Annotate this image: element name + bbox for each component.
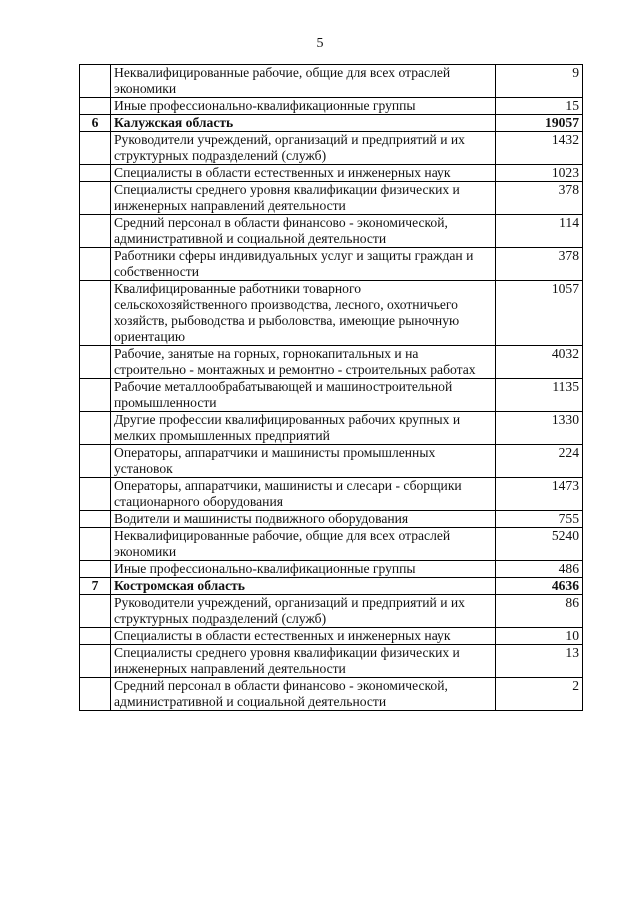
- row-number-cell: 6: [80, 115, 111, 132]
- row-number-cell: [80, 561, 111, 578]
- region-row: [80, 115, 583, 132]
- row-value-cell: 13: [496, 645, 583, 678]
- row-name-cell: Другие профессии квалифицированных рабочих крупных и мелких промышленных предприятий: [111, 412, 496, 445]
- row-number-cell: [80, 412, 111, 445]
- row-value-cell: 224: [496, 445, 583, 478]
- row-name-cell: Руководители учреждений, организаций и предприятий и их структурных подразделений (служб): [111, 595, 496, 628]
- table-row: [80, 561, 583, 578]
- row-value-cell: 1057: [496, 281, 583, 346]
- row-value-cell: 1473: [496, 478, 583, 511]
- row-number-cell: [80, 182, 111, 215]
- table-row: [80, 65, 583, 98]
- row-name-cell: Специалисты среднего уровня квалификации физических и инженерных направлений деятельности: [111, 645, 496, 678]
- table-row: [80, 346, 583, 379]
- row-number-cell: [80, 445, 111, 478]
- row-value-cell: 10: [496, 628, 583, 645]
- row-name-cell: Водители и машинисты подвижного оборудования: [111, 511, 496, 528]
- table-row: [80, 645, 583, 678]
- row-value-cell: 19057: [496, 115, 583, 132]
- row-value-cell: 1330: [496, 412, 583, 445]
- row-number-cell: [80, 645, 111, 678]
- row-value-cell: 755: [496, 511, 583, 528]
- row-name-cell: Костромская область: [111, 578, 496, 595]
- table-row: [80, 412, 583, 445]
- row-name-cell: Средний персонал в области финансово - экономической, административной и социальной деятельности: [111, 678, 496, 711]
- table-row: [80, 678, 583, 711]
- row-value-cell: 378: [496, 182, 583, 215]
- page-number: 5: [316, 36, 324, 51]
- row-value-cell: 114: [496, 215, 583, 248]
- row-number-cell: [80, 165, 111, 182]
- table-row: [80, 132, 583, 165]
- table-row: [80, 628, 583, 645]
- row-name-cell: Рабочие металлообрабатывающей и машиностроительной промышленности: [111, 379, 496, 412]
- row-name-cell: Иные профессионально-квалификационные группы: [111, 561, 496, 578]
- row-name-cell: Рабочие, занятые на горных, горнокапитальных и на строительно - монтажных и ремонтно - строительных работах: [111, 346, 496, 379]
- row-number-cell: [80, 346, 111, 379]
- row-name-cell: Руководители учреждений, организаций и предприятий и их структурных подразделений (служб): [111, 132, 496, 165]
- row-value-cell: 1023: [496, 165, 583, 182]
- table-row: [80, 595, 583, 628]
- row-name-cell: Неквалифицированные рабочие, общие для всех отраслей экономики: [111, 528, 496, 561]
- row-number-cell: [80, 65, 111, 98]
- statistics-table: [79, 64, 583, 711]
- table-row: [80, 165, 583, 182]
- table-row: [80, 281, 583, 346]
- row-number-cell: [80, 478, 111, 511]
- table-row: [80, 528, 583, 561]
- table-row: [80, 379, 583, 412]
- row-value-cell: 486: [496, 561, 583, 578]
- row-name-cell: Работники сферы индивидуальных услуг и защиты граждан и собственности: [111, 248, 496, 281]
- table-row: [80, 98, 583, 115]
- row-number-cell: [80, 528, 111, 561]
- table-row: [80, 182, 583, 215]
- row-name-cell: Специалисты в области естественных и инженерных наук: [111, 628, 496, 645]
- row-name-cell: Специалисты среднего уровня квалификации физических и инженерных направлений деятельности: [111, 182, 496, 215]
- row-value-cell: 4636: [496, 578, 583, 595]
- row-name-cell: Средний персонал в области финансово - экономической, административной и социальной деятельности: [111, 215, 496, 248]
- row-name-cell: Операторы, аппаратчики и машинисты промышленных установок: [111, 445, 496, 478]
- row-value-cell: 15: [496, 98, 583, 115]
- table-row: [80, 215, 583, 248]
- row-value-cell: 86: [496, 595, 583, 628]
- row-value-cell: 4032: [496, 346, 583, 379]
- row-number-cell: 7: [80, 578, 111, 595]
- row-number-cell: [80, 511, 111, 528]
- table-row: [80, 478, 583, 511]
- row-name-cell: Иные профессионально-квалификационные группы: [111, 98, 496, 115]
- row-number-cell: [80, 281, 111, 346]
- table-body: [80, 65, 583, 711]
- region-row: [80, 578, 583, 595]
- row-number-cell: [80, 595, 111, 628]
- row-value-cell: 1135: [496, 379, 583, 412]
- table-row: [80, 248, 583, 281]
- row-name-cell: Неквалифицированные рабочие, общие для всех отраслей экономики: [111, 65, 496, 98]
- table-row: [80, 511, 583, 528]
- row-name-cell: Калужская область: [111, 115, 496, 132]
- row-number-cell: [80, 379, 111, 412]
- row-name-cell: Специалисты в области естественных и инженерных наук: [111, 165, 496, 182]
- row-value-cell: 1432: [496, 132, 583, 165]
- row-value-cell: 5240: [496, 528, 583, 561]
- row-value-cell: 2: [496, 678, 583, 711]
- row-value-cell: 9: [496, 65, 583, 98]
- table-row: [80, 445, 583, 478]
- row-number-cell: [80, 215, 111, 248]
- row-number-cell: [80, 132, 111, 165]
- row-value-cell: 378: [496, 248, 583, 281]
- row-name-cell: Операторы, аппаратчики, машинисты и слесари - сборщики стационарного оборудования: [111, 478, 496, 511]
- row-number-cell: [80, 628, 111, 645]
- row-number-cell: [80, 678, 111, 711]
- row-name-cell: Квалифицированные работники товарного сельскохозяйственного производства, лесного, охотничьего хозяйств, рыбоводства и рыболовства, имеющие рыночную ориентацию: [111, 281, 496, 346]
- row-number-cell: [80, 248, 111, 281]
- row-number-cell: [80, 98, 111, 115]
